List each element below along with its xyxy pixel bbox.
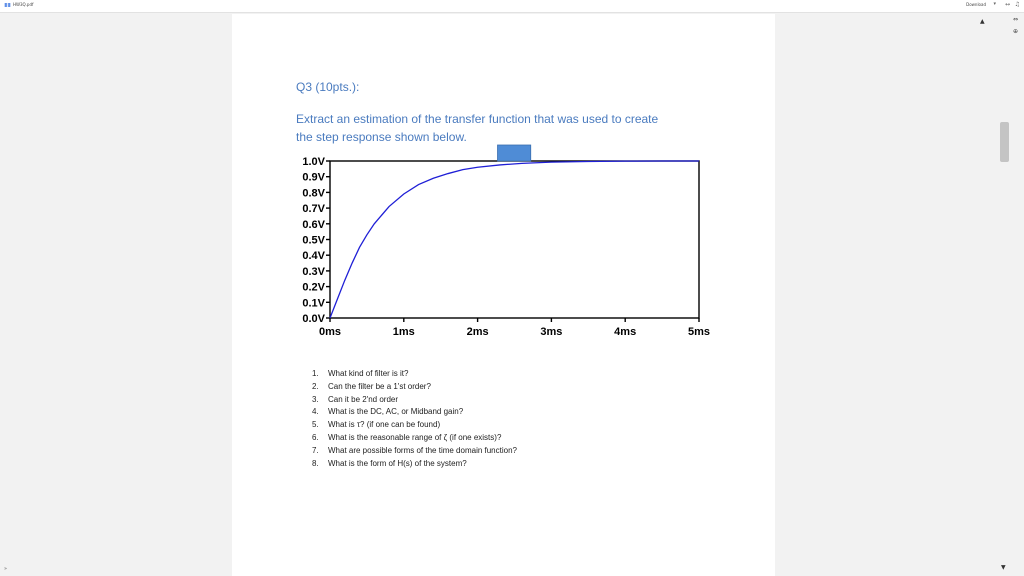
question-item — [312, 394, 517, 407]
question-item — [312, 406, 517, 419]
x-tick-label: 4ms — [614, 326, 637, 338]
question-text: What kind of filter is it? — [328, 369, 409, 378]
question-item — [312, 445, 517, 458]
question-number: 5. — [312, 420, 319, 430]
notification-icon[interactable]: ♫ — [1014, 1, 1020, 8]
scroll-up-icon[interactable]: ▲ — [980, 18, 985, 25]
top-toolbar — [0, 0, 1024, 13]
y-tick-label: 0.5V — [302, 234, 325, 247]
question-item — [312, 419, 517, 432]
question-item — [312, 368, 517, 381]
question-item — [312, 432, 517, 445]
scrollbar-thumb[interactable] — [1000, 122, 1009, 162]
y-tick-label: 0.4V — [302, 250, 325, 263]
step-response-chart — [280, 140, 730, 345]
question-number: 3. — [312, 394, 319, 404]
y-tick-label: 0.8V — [302, 187, 325, 200]
question-text: What are possible forms of the time domain function? — [328, 445, 517, 455]
plot-frame — [330, 161, 699, 318]
y-tick-label: 0.7V — [302, 203, 325, 216]
dropbox-logo-icon — [4, 3, 11, 8]
x-tick-label: 1ms — [392, 326, 415, 338]
y-tick-label: 0.9V — [302, 171, 325, 184]
y-tick-label: 0.3V — [302, 265, 325, 278]
file-name: HW3Q.pdf — [13, 2, 34, 7]
y-tick-label: 1.0V — [302, 156, 325, 168]
question-text: Can it be 2'nd order — [328, 394, 399, 404]
y-tick-label: 0.2V — [302, 281, 325, 294]
x-tick-label: 5ms — [687, 326, 711, 338]
expand-icon[interactable]: ↔ — [1004, 1, 1010, 8]
question-text: What is τ? (if one can be found) — [328, 420, 441, 430]
prompt-line: Extract an estimation of the transfer function that was used to create — [296, 112, 659, 126]
x-tick-label: 2ms — [466, 326, 489, 338]
x-tick-label: 0ms — [318, 326, 342, 338]
question-number: 4. — [312, 407, 319, 417]
question-title: Q3 (10pts.): — [296, 80, 360, 94]
x-tick-label: 3ms — [540, 326, 563, 338]
collapse-icon[interactable]: » — [4, 566, 8, 572]
annotation-box — [498, 145, 531, 161]
question-number: 1. — [312, 369, 319, 378]
y-tick-label: 0.0V — [302, 313, 325, 325]
question-text: Can the filter be a 1'st order? — [328, 381, 431, 391]
question-item — [312, 458, 517, 471]
scroll-down-icon[interactable]: ▼ — [1001, 564, 1006, 571]
step-response-line — [330, 161, 699, 318]
zoom-icon[interactable]: ⊕ — [1013, 28, 1019, 35]
question-text: What is the reasonable range of ζ (if one exists)? — [328, 432, 502, 442]
y-tick-label: 0.1V — [302, 297, 325, 310]
fit-width-icon[interactable]: ⇔ — [1013, 16, 1019, 23]
chevron-down-icon[interactable]: ▾ — [993, 1, 996, 7]
download-button[interactable]: Download — [966, 2, 986, 7]
question-text: What is the DC, AC, or Midband gain? — [328, 407, 464, 417]
question-text: What is the form of H(s) of the system? — [328, 458, 467, 468]
question-list — [312, 368, 517, 470]
question-item — [312, 381, 517, 394]
question-number: 8. — [312, 458, 319, 468]
y-tick-label: 0.6V — [302, 218, 325, 231]
prompt-line: the step response shown below. — [296, 130, 467, 144]
question-number: 7. — [312, 445, 319, 455]
question-number: 6. — [312, 432, 319, 442]
right-panel — [998, 13, 1024, 576]
question-number: 2. — [312, 381, 319, 391]
